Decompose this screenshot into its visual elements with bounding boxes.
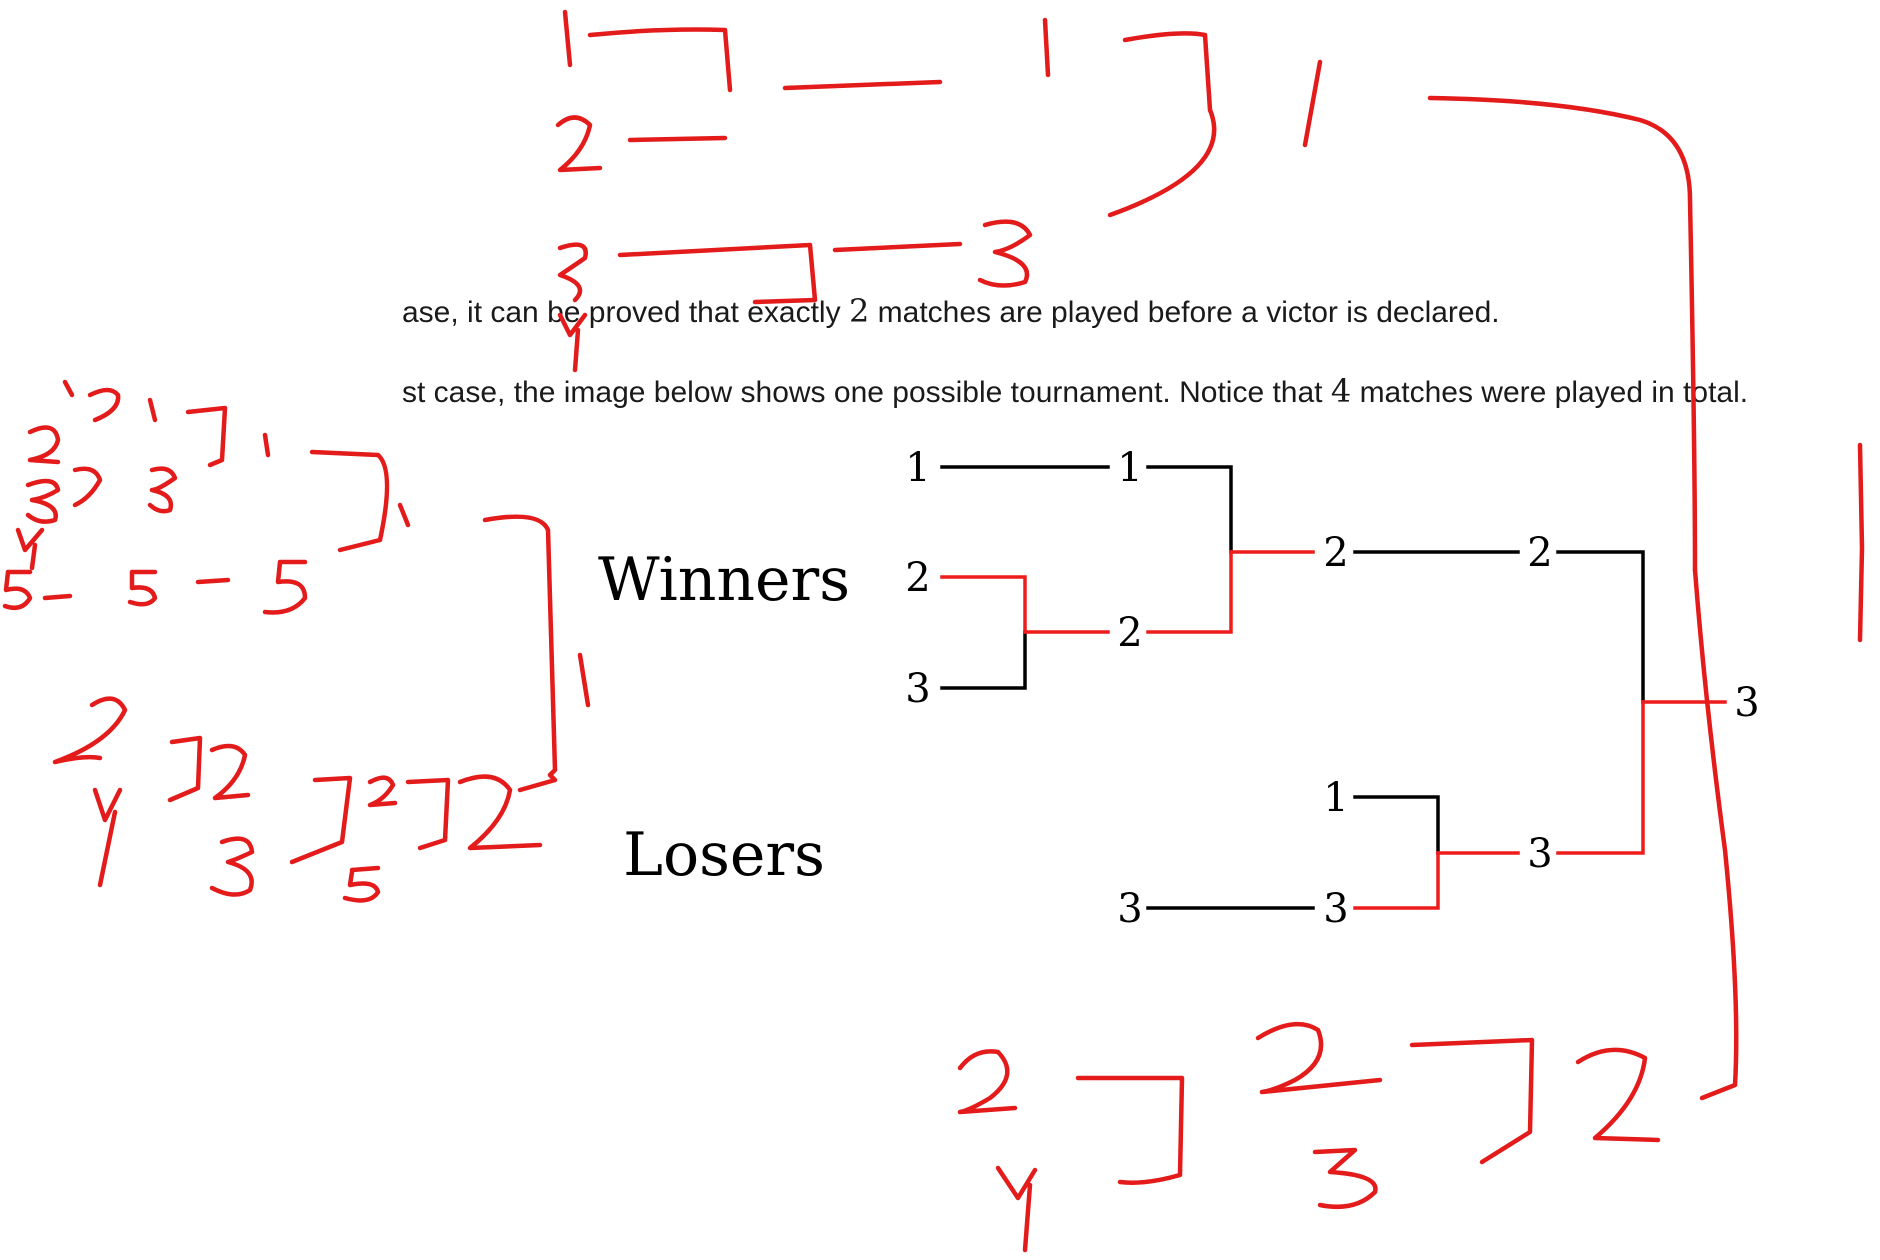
hw-bottom-2b <box>1258 1024 1380 1092</box>
hw-left-5c <box>265 562 305 612</box>
hw-bottom-2a <box>960 1051 1015 1112</box>
bracket-numbers <box>905 445 1759 932</box>
hw-left-dash-a <box>45 596 70 598</box>
hw-top-bracket-b <box>1110 33 1214 215</box>
hw-left-lower-4 <box>95 790 120 885</box>
hw-left-2 <box>30 428 58 463</box>
hw-left-lower-1 <box>580 655 588 705</box>
hw-left-4 <box>18 530 42 568</box>
handwritten-annotations <box>5 12 1862 1250</box>
winners-r1-seed-3: 3 <box>905 666 931 712</box>
losers-result: 3 <box>1527 831 1553 877</box>
hw-top-1c <box>1305 62 1320 145</box>
path-final-join <box>1558 702 1643 853</box>
hw-bottom-bracket-b <box>1412 1040 1532 1162</box>
hw-top-bracket-a <box>590 30 730 90</box>
line2-match-count: 4 <box>1330 372 1352 410</box>
losers-title: Losers <box>623 820 825 890</box>
hw-bottom-3 <box>1315 1150 1375 1207</box>
hw-bottom-bracket-a <box>1078 1078 1182 1183</box>
line1-text-before: ase, it can be proved that exactly <box>402 296 841 329</box>
losers-top-entry: 1 <box>1323 775 1349 821</box>
line2-text-after: matches were played in total. <box>1359 376 1749 409</box>
hw-top-1b <box>1045 20 1048 75</box>
path-l-join <box>1355 853 1438 908</box>
hw-right-1 <box>1860 445 1862 640</box>
hw-left-1b <box>265 435 268 455</box>
winners-r1-seed-2: 2 <box>905 555 931 601</box>
hw-big-bracket-bottom <box>1695 570 1736 1098</box>
winners-r2-top: 1 <box>1117 445 1143 491</box>
hw-left-3 <box>28 481 58 522</box>
line-w2-top-join <box>1148 467 1231 552</box>
hw-left-bracket-4 <box>75 469 100 505</box>
hw-left-tick <box>65 382 72 395</box>
hw-left-dash-b <box>198 580 228 582</box>
hw-left-3b <box>150 469 175 512</box>
hw-left-lower-bracket-c <box>408 780 448 848</box>
hw-top-dash-a <box>630 138 725 140</box>
hw-top-2 <box>558 118 600 171</box>
hw-left-lower-bracket-b <box>292 778 350 862</box>
losers-left-entry: 3 <box>1117 886 1143 932</box>
winners-r3-right: 2 <box>1527 530 1553 576</box>
losers-bottom-entry: 3 <box>1323 886 1349 932</box>
hw-left-1a <box>150 400 155 420</box>
line-w-seed3-join <box>942 632 1025 688</box>
hw-left-5a <box>5 572 30 608</box>
line1-match-count: 2 <box>848 292 870 330</box>
hw-left-5b <box>130 572 155 604</box>
hw-left-big-bracket <box>485 517 555 790</box>
hw-big-bracket-top <box>1430 98 1695 570</box>
line-final-top-join <box>1558 552 1643 702</box>
winners-title: Winners <box>597 545 851 615</box>
hw-top-3 <box>560 245 586 300</box>
hw-bottom-2c <box>1578 1050 1658 1140</box>
hw-left-lower-3 <box>212 839 252 895</box>
hw-left-bracket-1 <box>90 390 118 420</box>
hw-left-bracket-3 <box>312 452 387 550</box>
line-l-top-join <box>1355 797 1438 853</box>
hw-left-lower-2b <box>212 746 248 798</box>
hw-bottom-4 <box>998 1168 1035 1250</box>
line2-text-before: st case, the image below shows one possible tournament. Notice that <box>402 376 1323 409</box>
hw-left-bracket-2 <box>188 408 225 465</box>
path-w2-join <box>1148 552 1231 632</box>
hw-left-lower-2a <box>55 699 125 762</box>
line1-text-after: matches are played before a victor is declared. <box>877 296 1500 329</box>
hw-left-lower-2c <box>370 778 395 805</box>
champion: 3 <box>1734 680 1760 726</box>
hw-top-bracket-c <box>620 245 815 302</box>
hw-top-dash-b <box>785 82 940 88</box>
winners-r1-seed-1: 1 <box>905 445 931 491</box>
hw-left-lower-bracket-a <box>170 738 200 800</box>
winners-r2-bottom: 2 <box>1117 610 1143 656</box>
hw-left-1c <box>400 505 408 525</box>
hw-left-lower-5 <box>345 868 378 900</box>
winners-r3-left: 2 <box>1323 530 1349 576</box>
hw-top-4 <box>560 315 585 370</box>
hw-top-3b <box>980 222 1030 286</box>
path-seed2-join <box>942 577 1025 632</box>
winner-path <box>942 552 1725 908</box>
hw-top-dash-c <box>835 244 960 250</box>
hw-top-1 <box>565 12 570 65</box>
